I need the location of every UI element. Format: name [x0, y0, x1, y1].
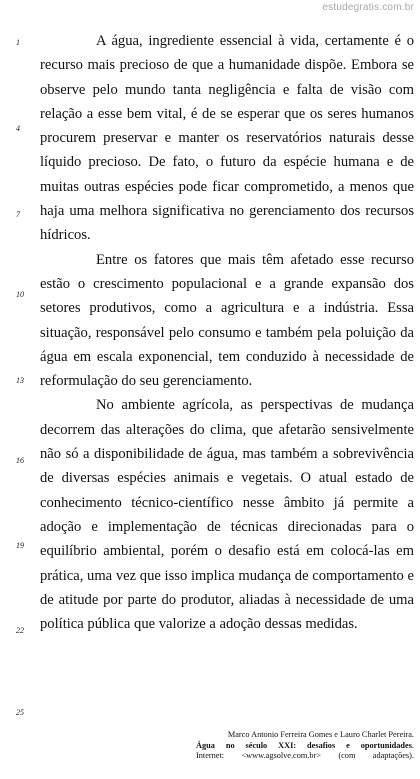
article-body: [40, 29, 414, 636]
source-title: Água no século XXI: desafios e oportunidades: [196, 740, 412, 750]
line-number: 16: [16, 456, 24, 465]
paragraph-1: A água, ingrediente essencial à vida, certamente é o recurso mais precioso de que a humanidade dispõe. Embora se observe pelo mundo tanta negligência e falta de visão com relação a esse bem vital, é de se esperar que os seres humanos procurem preservar e manter os reservatórios naturais desse líquido precioso. De fato, o futuro da espécie humana e de muitas outras espécies pode ficar comprometido, a menos que haja uma melhora significativa no gerenciamento dos recursos hídricos.: [40, 33, 414, 244]
site-watermark: estudegratis.com.br: [322, 2, 414, 13]
line-number: 4: [16, 124, 20, 133]
line-number: 1: [16, 38, 20, 47]
paragraph-2: Entre os fatores que mais têm afetado esse recurso estão o crescimento populacional e a grande expansão dos setores produtivos, como a agricultura e a indústria. Essa situação, responsável pelo consumo e também pela poluição da água em escala exponencial, tem conduzido à necessidade de reformulação do seu gerenciamento.: [40, 251, 414, 390]
line-number: 25: [16, 708, 24, 717]
source-authors: Marco Antonio Ferreira Gomes e Lauro Charlet Pereira.: [227, 730, 414, 739]
source-title-period: .: [411, 740, 414, 750]
source-citation: [196, 730, 414, 762]
line-number: 22: [16, 626, 24, 635]
line-number: 10: [16, 290, 24, 299]
line-number: 7: [16, 210, 20, 219]
source-title-line: [196, 741, 414, 752]
line-number: 19: [16, 541, 24, 550]
line-number: 13: [16, 376, 24, 385]
source-internet: Internet: <www.agsolve.com.br> (com adaptações).: [196, 751, 414, 761]
paragraph-3: No ambiente agrícola, as perspectivas de mudança decorrem das alterações do clima, que afetarão sensivelmente não só a disponibilidade de água, mas também a sobrevivência de diversas espécies animais e vegetais. O atual estado de conhecimento técnico-científico nesse âmbito já permite a adoção e implementação de técnicas direcionadas para o equilíbrio ambiental, porém o desafio está em colocá-las em prática, uma vez que isso implica mudança de comportamento e de atitude por parte do produtor, aliadas à necessidade de uma política pública que valorize a adoção dessas medidas.: [40, 397, 414, 633]
